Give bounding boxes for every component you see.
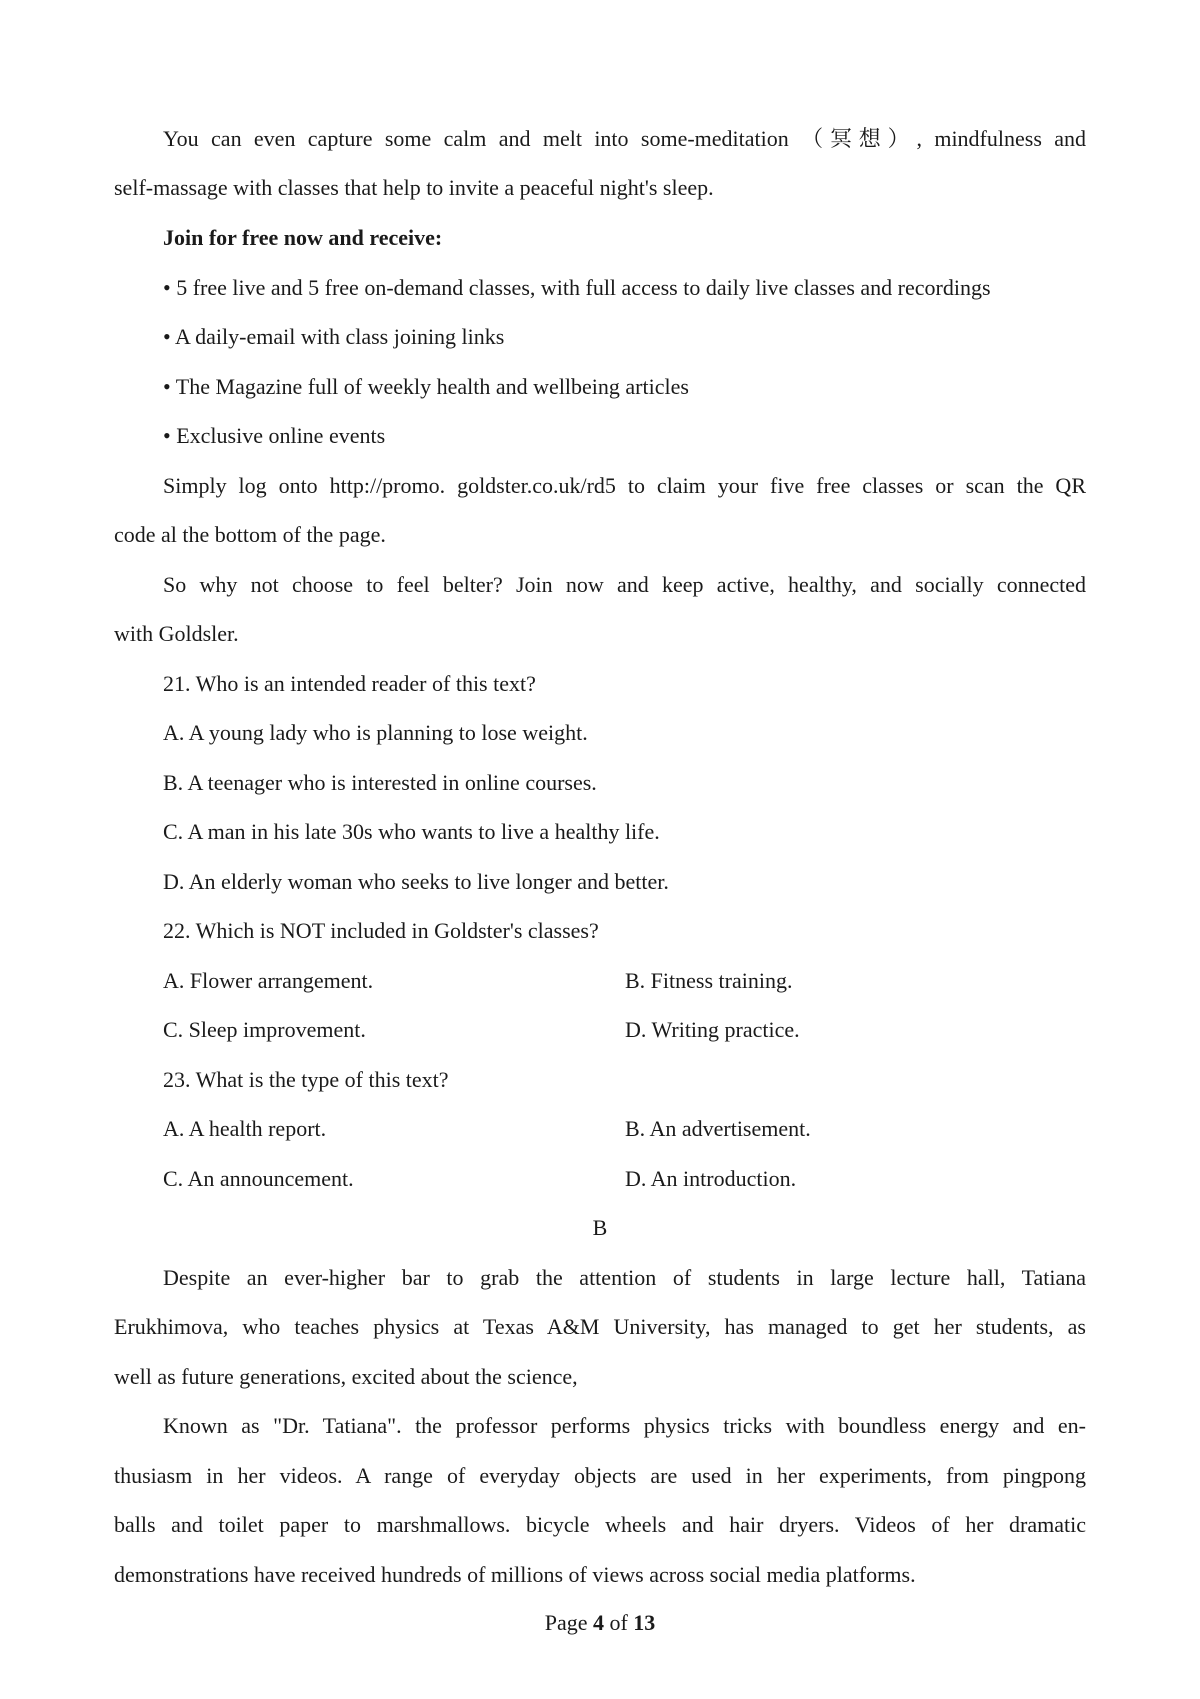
section-b-heading: B bbox=[592, 1215, 608, 1240]
passage-b-paragraph-2-line-1: Known as "Dr. Tatiana". the professor performs physics tricks with boundless energy and en- bbox=[163, 1413, 1086, 1438]
question-23-option-c: C. An announcement. bbox=[163, 1166, 354, 1191]
passage-b-paragraph-1-line-1: Despite an ever-higher bar to grab the attention of students in large lecture hall, Tatiana bbox=[163, 1265, 1086, 1290]
passage-b-paragraph-1-line-3: well as future generations, excited about the science, bbox=[114, 1364, 578, 1389]
page-label: Page bbox=[544, 1610, 593, 1635]
join-heading: Join for free now and receive: bbox=[163, 225, 443, 250]
question-22-option-d: D. Writing practice. bbox=[625, 1017, 800, 1042]
question-23-option-b: B. An advertisement. bbox=[625, 1116, 811, 1141]
passage-a-paragraph-3-line-1: So why not choose to feel belter? Join now and keep active, healthy, and socially connected bbox=[163, 572, 1086, 597]
question-21-option-c: C. A man in his late 30s who wants to live a healthy life. bbox=[163, 819, 660, 844]
passage-a-paragraph-3-line-2: with Goldsler. bbox=[114, 621, 239, 646]
question-23-stem: 23. What is the type of this text? bbox=[163, 1067, 449, 1092]
current-page-number: 4 bbox=[592, 1610, 604, 1635]
question-22-option-c: C. Sleep improvement. bbox=[163, 1017, 366, 1042]
question-23-option-d: D. An introduction. bbox=[625, 1166, 797, 1191]
bullet-item: • The Magazine full of weekly health and wellbeing articles bbox=[163, 374, 689, 399]
passage-a-paragraph-2-line-1: Simply log onto http://promo. goldster.co.uk/rd5 to claim your five free classes or scan the QR bbox=[163, 473, 1086, 498]
passage-a-paragraph-1-line-2: self-massage with classes that help to invite a peaceful night's sleep. bbox=[114, 175, 714, 200]
bullet-item: • Exclusive online events bbox=[163, 423, 386, 448]
passage-b-paragraph-2-line-3: balls and toilet paper to marshmallows. bicycle wheels and hair dryers. Videos of her dramatic bbox=[114, 1512, 1086, 1537]
passage-b-paragraph-1-line-2: Erukhimova, who teaches physics at Texas A&M University, has managed to get her students, as bbox=[114, 1314, 1086, 1339]
page-footer bbox=[0, 1609, 1200, 1637]
question-21-option-a: A. A young lady who is planning to lose weight. bbox=[163, 720, 588, 745]
question-22-option-b: B. Fitness training. bbox=[625, 968, 793, 993]
question-21-option-b: B. A teenager who is interested in online courses. bbox=[163, 770, 597, 795]
passage-b-paragraph-2-line-2: thusiasm in her videos. A range of everyday objects are used in her experiments, from pingpong bbox=[114, 1463, 1086, 1488]
question-22-stem: 22. Which is NOT included in Goldster's classes? bbox=[163, 918, 599, 943]
passage-b-paragraph-2-line-4: demonstrations have received hundreds of millions of views across social media platforms. bbox=[114, 1562, 916, 1587]
question-22-option-a: A. Flower arrangement. bbox=[163, 968, 374, 993]
question-23-option-a: A. A health report. bbox=[163, 1116, 327, 1141]
bullet-item: • A daily-email with class joining links bbox=[163, 324, 505, 349]
passage-a-paragraph-2-line-2: code al the bottom of the page. bbox=[114, 522, 386, 547]
question-21-option-d: D. An elderly woman who seeks to live longer and better. bbox=[163, 869, 669, 894]
total-page-count: 13 bbox=[633, 1610, 656, 1635]
question-21-stem: 21. Who is an intended reader of this text? bbox=[163, 671, 536, 696]
bullet-item: • 5 free live and 5 free on-demand classes, with full access to daily live classes and recordings bbox=[163, 275, 991, 300]
passage-a-paragraph-1-line-1: You can even capture some calm and melt into some-meditation （冥想）, mindfulness and bbox=[163, 126, 1086, 151]
page-of-label: of bbox=[603, 1610, 634, 1635]
